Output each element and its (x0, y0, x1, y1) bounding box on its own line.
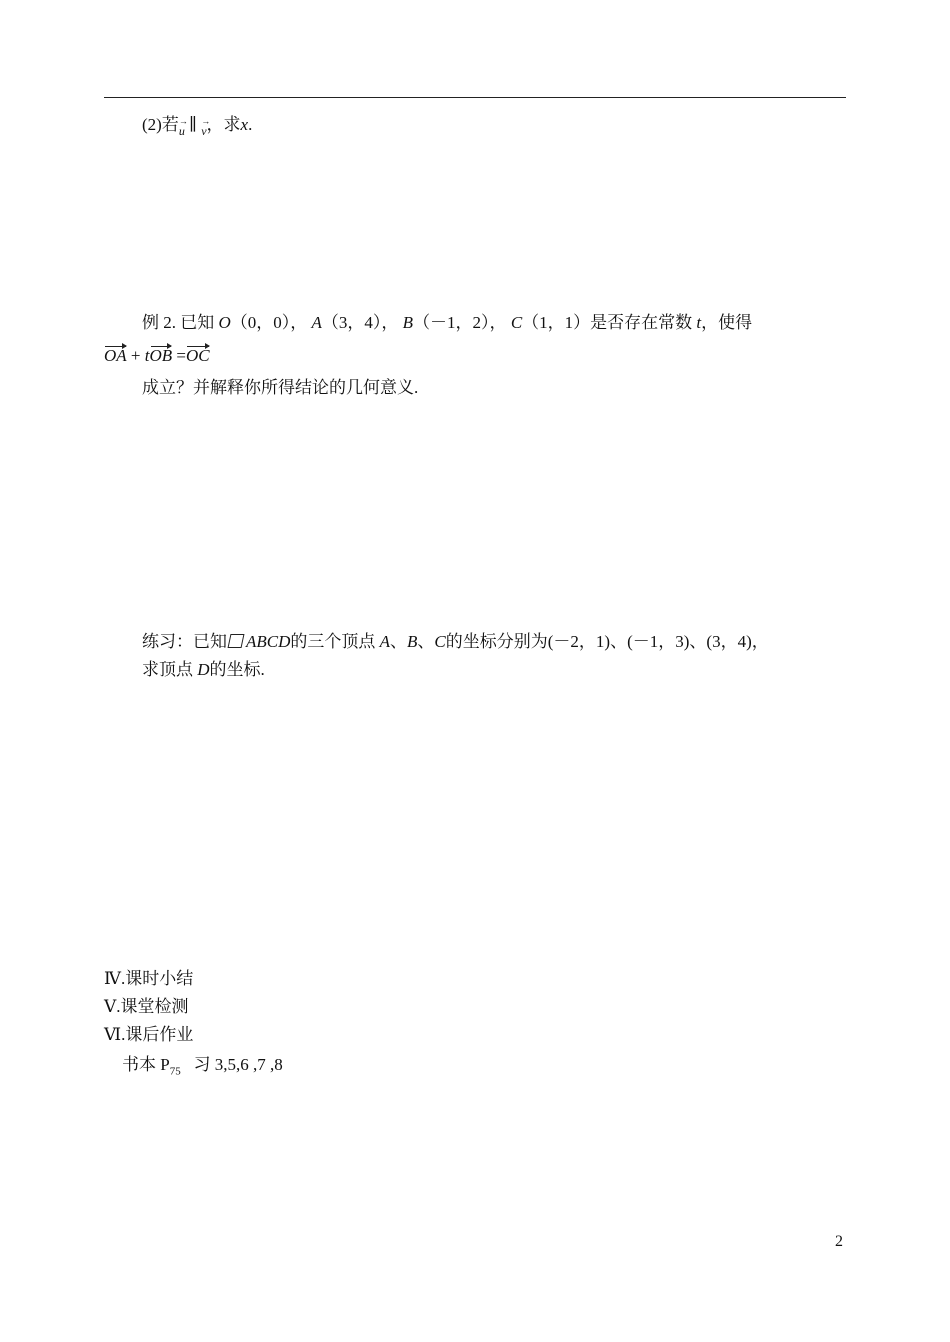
vector-OB: OB (149, 346, 173, 365)
scalar-t: t (144, 346, 150, 365)
practice-mid: 的三个顶点 (290, 632, 376, 651)
vertex-D: D (197, 660, 210, 679)
point-C-coords: （1，1）是否存在常数 (522, 313, 693, 332)
vector-OA: OA (104, 346, 127, 365)
homework-assignment (122, 1054, 283, 1082)
page-number: 2 (835, 1233, 843, 1250)
homework-book: 书本 P (122, 1055, 170, 1074)
equals-sign: = (172, 346, 187, 365)
var-t: t (696, 313, 702, 332)
vertex-C: C (434, 632, 446, 651)
vertex-A: A (379, 632, 391, 651)
vector-equation (104, 345, 210, 367)
example-2-tail: ，使得 (701, 313, 753, 332)
q2-tail: ，求 (206, 115, 241, 134)
homework-page: 75 (169, 1065, 181, 1078)
separator: 、 (417, 632, 435, 651)
point-O: O (218, 313, 231, 332)
point-A-coords: （3，4）， (321, 313, 399, 332)
practice-line-2-tail: 的坐标. (209, 660, 265, 679)
point-B: B (402, 313, 414, 332)
q2-lead: (2)若 (142, 115, 179, 134)
example-2-line-1 (142, 312, 752, 334)
point-O-coords: （0，0）， (230, 313, 308, 332)
question-2 (142, 114, 252, 137)
vertex-B: B (407, 632, 418, 651)
practice-coords: 的坐标分别为(－2，1)、(－1，3)、(3，4)， (445, 632, 769, 651)
vector-v: → v (201, 120, 206, 142)
vector-u: → u (179, 120, 185, 142)
practice-lead: 练习：已知 (142, 632, 227, 651)
point-A: A (311, 313, 322, 332)
parallelogram-ABCD: ABCD (246, 632, 291, 651)
parallel-symbol: ∥ (189, 115, 197, 134)
var-x: x (240, 115, 249, 134)
q2-end: . (248, 115, 253, 134)
section-classroom-test: Ⅴ.课堂检测 (104, 997, 189, 1016)
practice-line-2 (142, 659, 265, 681)
point-C: C (510, 313, 523, 332)
plus-sign: + (126, 346, 145, 365)
parallelogram-icon (228, 634, 245, 648)
example-2-line-3: 成立？并解释你所得结论的几何意义. (142, 378, 419, 397)
header-rule (104, 97, 846, 98)
separator: 、 (390, 632, 408, 651)
example-2-lead: 例 2. 已知 (142, 313, 215, 332)
homework-exercises: 习 3,5,6 ,7 ,8 (180, 1055, 283, 1074)
section-homework: Ⅵ.课后作业 (104, 1025, 194, 1044)
practice-line-2-lead: 求顶点 (142, 660, 193, 679)
practice-line-1 (142, 631, 769, 653)
vector-OC: OC (186, 346, 210, 365)
point-B-coords: （－1，2）， (413, 313, 507, 332)
section-summary: Ⅳ.课时小结 (104, 969, 194, 988)
